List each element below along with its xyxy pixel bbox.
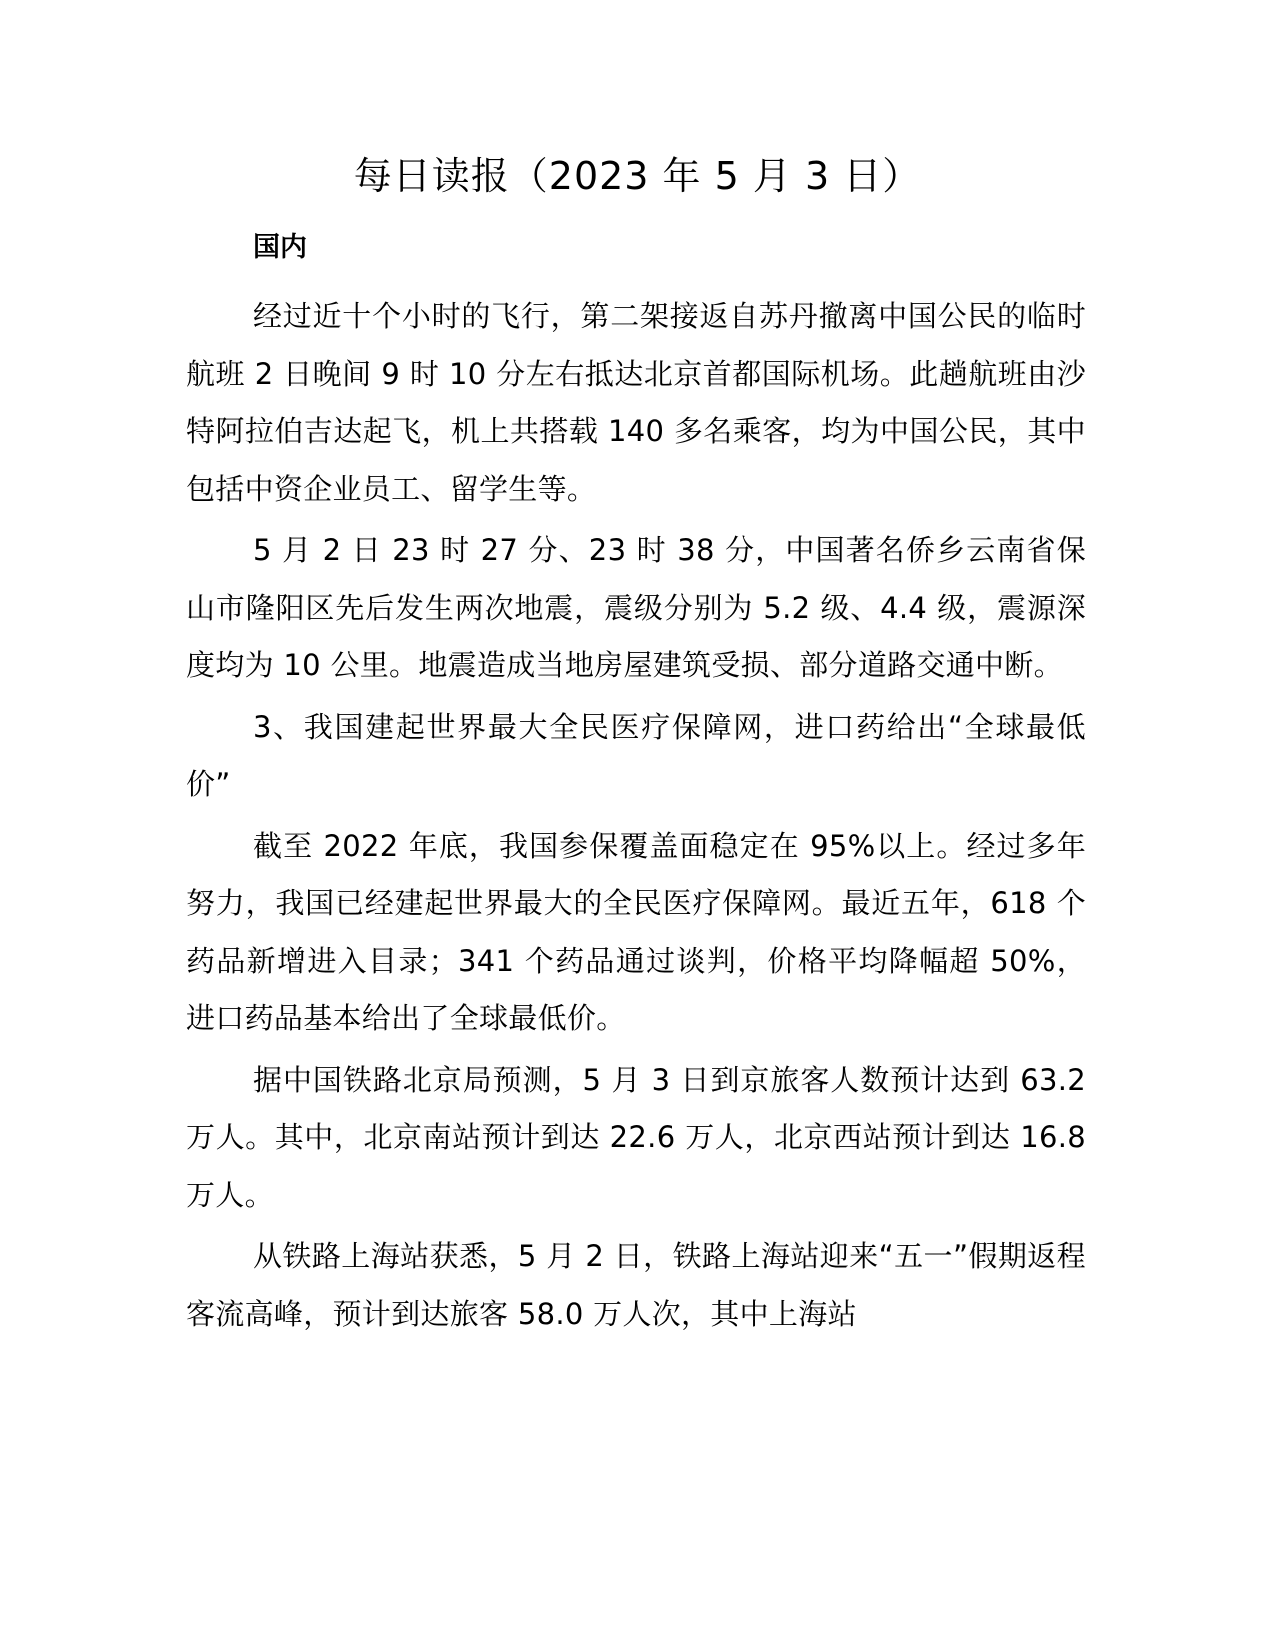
paragraph-shanghai-railway-peak: 从铁路上海站获悉，5 月 2 日，铁路上海站迎来“五一”假期返程客流高峰，预计到达旅客 58.0 万人次，其中上海站: [186, 1239, 1086, 1331]
section-heading-domestic: 国内: [253, 232, 307, 263]
document-title: 每日读报（2023 年 5 月 3 日）: [353, 154, 922, 198]
paragraph-beijing-railway-forecast: 据中国铁路北京局预测，5 月 3 日到京旅客人数预计达到 63.2 万人。其中，北京南站预计到达 22.6 万人，北京西站预计到达 16.8 万人。: [186, 1062, 1086, 1212]
paragraph-baoshan-earthquake: 5 月 2 日 23 时 27 分、23 时 38 分，中国著名侨乡云南省保山市隆阳区先后发生两次地震，震级分别为 5.2 级、4.4 级，震源深度均为 10 公里。地震造成当地房屋建筑受损、部分道路交通中断。: [186, 533, 1086, 682]
paragraph-medical-insurance-headline: 3、我国建起世界最大全民医疗保障网，进口药给出“全球最低价”: [186, 709, 1086, 801]
document-body: [186, 228, 1086, 1347]
paragraph-sudan-evacuation-flight: 经过近十个小时的飞行，第二架接返自苏丹撤离中国公民的临时航班 2 日晚间 9 时 10 分左右抵达北京首都国际机场。此趟航班由沙特阿拉伯吉达起飞，机上共搭载 140 多名乘客，均为中国公民，其中包括中资企业员工、留学生等。: [186, 299, 1086, 506]
paragraph-medical-insurance-details: 截至 2022 年底，我国参保覆盖面稳定在 95%以上。经过多年努力，我国已经建起世界最大的全民医疗保障网。最近五年，618 个药品新增进入目录；341 个药品通过谈判，价格平均降幅超 50%，进口药品基本给出了全球最低价。: [186, 828, 1086, 1035]
